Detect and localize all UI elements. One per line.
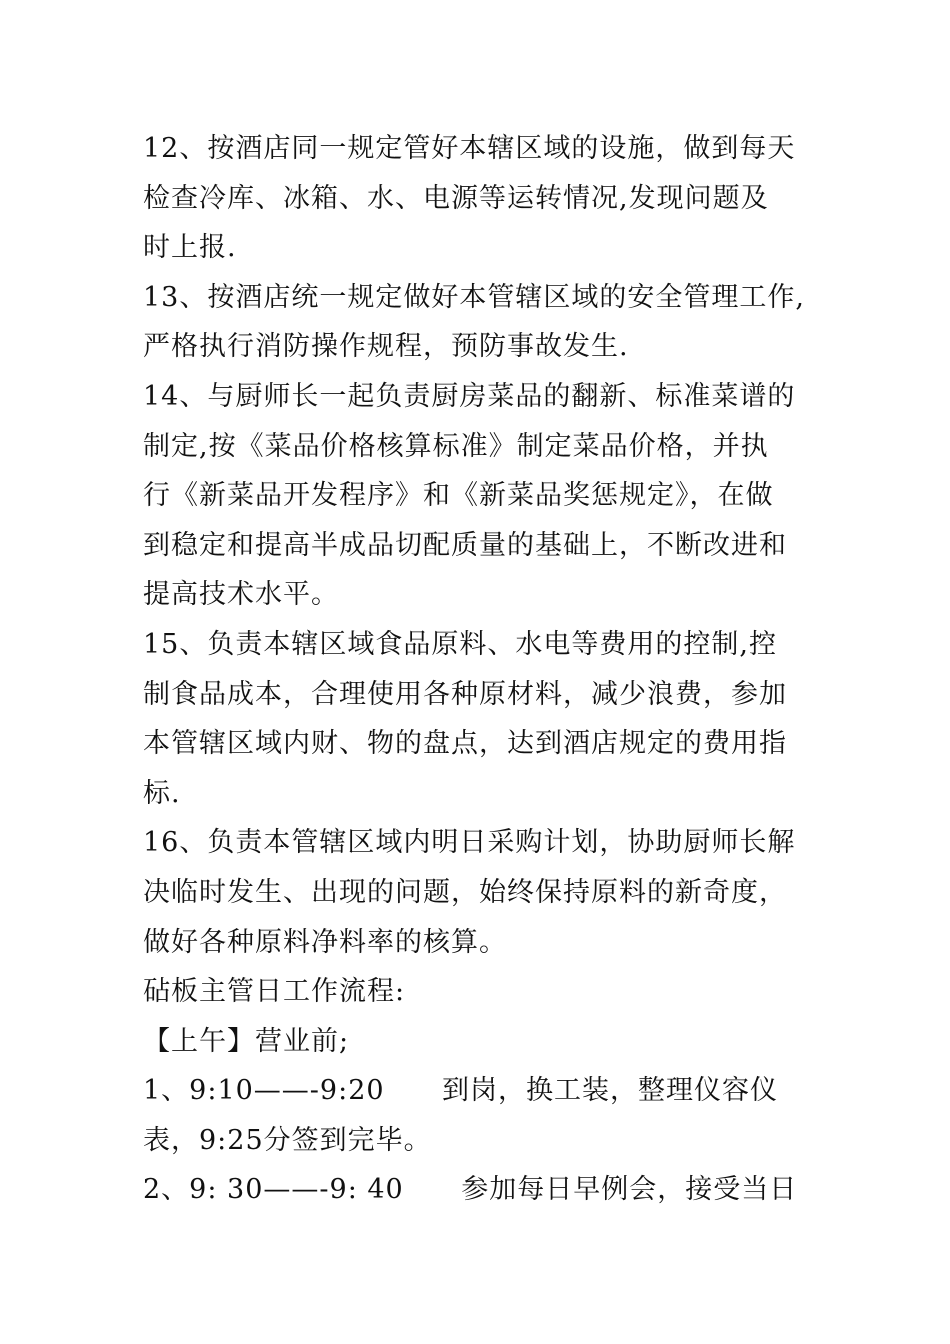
document-body (143, 124, 823, 1215)
schedule-item: 1、9:10——-9:20 到岗，换工装，整理仪容仪 (143, 1075, 779, 1107)
text-line: 检查冷库、冰箱、水、电源等运转情况,发现问题及 (143, 182, 769, 214)
text-line: 制食品成本，合理使用各种原材料，减少浪费，参加 (143, 678, 787, 710)
section-heading: 砧板主管日工作流程: (143, 976, 406, 1008)
text-line: 做好各种原料净料率的核算。 (143, 926, 507, 958)
text-line: 到稳定和提高半成品切配质量的基础上，不断改进和 (143, 529, 787, 561)
text-line: 14、与厨师长一起负责厨房菜品的翻新、标准菜谱的 (143, 380, 796, 412)
text-line: 制定,按《菜品价格核算标准》制定菜品价格，并执 (143, 430, 769, 462)
text-line: 16、负责本管辖区域内明日采购计划，协助厨师长解 (143, 827, 796, 859)
schedule-item-continuation: 表，9:25分签到完毕。 (143, 1124, 432, 1156)
text-line: 15、负责本辖区域食品原料、水电等费用的控制,控 (143, 628, 777, 660)
text-line: 严格执行消防操作规程，预防事故发生. (143, 331, 629, 363)
text-line: 行《新菜品开发程序》和《新菜品奖惩规定》，在做 (143, 480, 774, 512)
text-line: 标. (143, 777, 181, 809)
schedule-item: 2、9: 30——-9: 40 参加每日早例会，接受当日 (143, 1174, 798, 1206)
subsection-heading: 【上午】营业前; (143, 1025, 350, 1057)
text-line: 决临时发生、出现的问题，始终保持原料的新奇度， (143, 876, 787, 908)
text-line: 提高技术水平。 (143, 579, 339, 611)
text-line: 时上报. (143, 232, 237, 264)
text-line: 本管辖区域内财、物的盘点，达到酒店规定的费用指 (143, 728, 787, 760)
text-line: 13、按酒店统一规定做好本管辖区域的安全管理工作, (143, 281, 805, 313)
text-line: 12、按酒店同一规定管好本辖区域的设施，做到每天 (143, 133, 796, 164)
